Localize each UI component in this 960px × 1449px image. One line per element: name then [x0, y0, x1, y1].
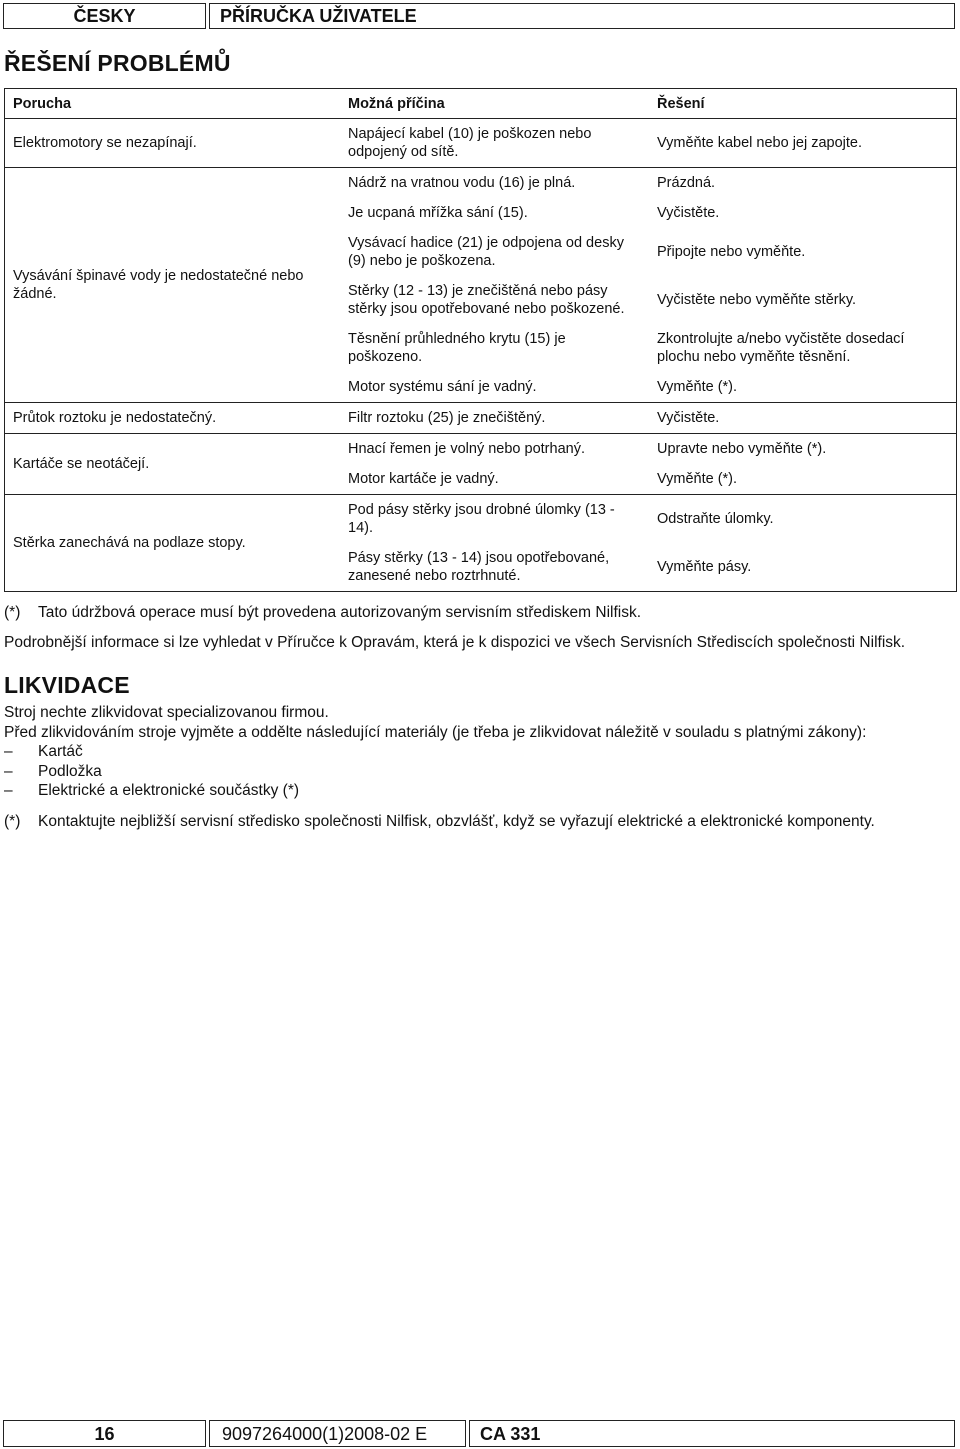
cause-cell: Pásy stěrky (13 - 14) jsou opotřebované, zanesené nebo roztrhnuté. — [340, 543, 649, 592]
service-note — [4, 603, 956, 623]
header-manual-title: PŘÍRUČKA UŽIVATELE — [209, 3, 955, 29]
disposal-list — [4, 742, 956, 801]
page-header — [3, 3, 955, 30]
header-language: ČESKY — [3, 3, 206, 29]
table-header-row — [5, 89, 957, 119]
solution-cell: Vyměňte pásy. — [649, 543, 957, 592]
cause-cell: Motor kartáče je vadný. — [348, 471, 499, 487]
footer-model: CA 331 — [469, 1420, 955, 1447]
disposal-note — [4, 812, 956, 832]
cause-cell: Hnací řemen je volný nebo potrhaný. — [340, 434, 649, 465]
list-item: – Elektrické a elektronické součástky (*) — [4, 782, 300, 799]
troubleshooting-title: ŘEŠENÍ PROBLÉMŮ — [4, 50, 231, 76]
list-dash: – — [4, 782, 13, 799]
solution-cell: Vyměňte kabel nebo jej zapojte. — [649, 119, 957, 168]
fault-cell: Elektromotory se nezapínají. — [5, 119, 341, 168]
solution-cell: Odstraňte úlomky. — [649, 495, 957, 544]
table-row — [5, 495, 957, 544]
solution-cell: Vyměňte (*). — [649, 372, 957, 403]
cause-cell: Pod pásy stěrky jsou drobné úlomky (13 - 14). — [340, 495, 649, 544]
fault-cell: Vysávání špinavé vody je nedostatečné nebo žádné. — [5, 168, 341, 403]
solution-cell: Vyčistěte. — [649, 198, 957, 228]
list-item: – Kartáč — [4, 743, 83, 760]
footer-document-code: 9097264000(1)2008-02 E — [209, 1420, 466, 1447]
fault-cell: Stěrka zanechává na podlaze stopy. — [5, 495, 341, 592]
footer-page-number: 16 — [3, 1420, 206, 1447]
disposal-line-1: Stroj nechte zlikvidovat specializovanou firmou. — [4, 704, 329, 721]
table-row — [5, 168, 957, 199]
service-note-mark: (*) — [4, 604, 21, 621]
table-row — [5, 403, 957, 434]
disposal-line-2: Před zlikvidováním stroje vyjměte a oddělte následující materiály (je třeba je zlikvidovat náležitě v souladu s platnými zákony): — [4, 723, 867, 741]
column-header-fault: Porucha — [5, 89, 341, 119]
troubleshooting-table — [4, 88, 957, 592]
disposal-note-mark: (*) — [4, 812, 21, 830]
more-info-text: Podrobnější informace si lze vyhledat v Příručce k Opravám, která je k dispozici ve všech Servisních Střediscích společnosti Nilfisk. — [4, 634, 906, 651]
cause-cell: Napájecí kabel (10) je poškozen nebo odpojený od sítě. — [340, 119, 649, 168]
list-item: – Podložka — [4, 762, 102, 780]
disposal-title: LIKVIDACE — [4, 672, 130, 698]
disposal-note-text: Kontaktujte nejbližší servisní středisko společnosti Nilfisk, obzvlášť, když se vyřazují elektrické a elektronické komponenty. — [38, 812, 875, 830]
solution-cell: Vyčistěte. — [649, 403, 957, 434]
solution-cell: Připojte nebo vyměňte. — [649, 228, 957, 276]
column-header-cause: Možná příčina — [340, 89, 649, 119]
cause-cell: Stěrky (12 - 13) je znečištěná nebo pásy stěrky jsou opotřebované nebo poškozené. — [348, 283, 625, 317]
service-note-text: Tato údržbová operace musí být provedena autorizovaným servisním střediskem Nilfisk. — [38, 604, 642, 621]
cause-cell: Motor systému sání je vadný. — [348, 379, 537, 395]
column-header-solution: Řešení — [649, 89, 957, 119]
solution-cell: Prázdná. — [649, 168, 957, 199]
solution-cell: Zkontrolujte a/nebo vyčistěte dosedací plochu nebo vyměňte těsnění. — [649, 324, 957, 372]
cause-cell: Nádrž na vratnou vodu (16) je plná. — [340, 168, 649, 199]
table-row — [5, 119, 957, 168]
solution-cell: Upravte nebo vyměňte (*). — [649, 434, 957, 465]
cause-cell: Filtr roztoku (25) je znečištěný. — [340, 403, 649, 434]
cause-cell: Těsnění průhledného krytu (15) je poškozeno. — [348, 331, 566, 365]
page-footer — [3, 1420, 955, 1447]
fault-cell: Kartáče se neotáčejí. — [5, 434, 341, 495]
list-dash: – — [4, 743, 13, 760]
table-body — [5, 119, 957, 592]
solution-cell: Vyčistěte nebo vyměňte stěrky. — [649, 276, 957, 324]
cause-cell: Vysávací hadice (21) je odpojena od desky (9) nebo je poškozena. — [348, 235, 624, 269]
fault-cell: Průtok roztoku je nedostatečný. — [5, 403, 341, 434]
disposal-section — [4, 703, 956, 831]
cause-cell: Je ucpaná mřížka sání (15). — [348, 205, 528, 221]
list-dash: – — [4, 762, 13, 780]
table-row — [5, 434, 957, 465]
solution-cell: Vyměňte (*). — [649, 464, 957, 495]
